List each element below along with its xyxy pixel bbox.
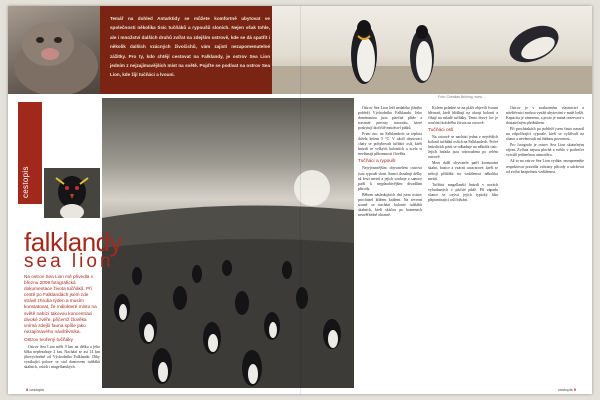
- article-title: falklandy: [24, 227, 123, 257]
- article-lead: Na ostrov Sea Lion mě přivedla v březnu 2009 fotografická dokumentace života tučňáků. Při cestě po Falklandách jsem zde strávil zhruba týden a musím konstatovat, že málokteré místo na světě nabízí takovou koncentraci divoké zvěře, přičemž člověka vnímá zdejší fauna spíše jako nezajímavého návštěvníka.: [24, 274, 97, 334]
- section-heading: Tučňáci a rypouši: [358, 159, 396, 165]
- paragraph: Ostrov Sea Lion leží nedaleko jižního pobřeží Východního Falklandu. Jeho dominantou jsou písečné pláže a travnaté porosty tussocku, které poskytují útočiště množství ptáků.: [358, 106, 422, 131]
- right-body-column-2: [428, 106, 498, 386]
- page-gutter: [300, 6, 301, 394]
- paragraph: Ostrov Sea Lion měří 9 km na délku a jeho šířka nepřesahuje 2 km. Nachází se asi 14 km jihovýchodně od Východního Falklandu. Díky vynikající poloze se stal domovem tučňáků skalních, oslích i magellanských.: [24, 345, 100, 370]
- paragraph: Nejvýraznějším obyvatelem ostrova jsou rypouši sloní. Samci dosahují délky až šesti metrů a jejich souboje o samice patří k nejpůsobivějším divadlům přírody.: [358, 166, 422, 191]
- left-folio: [26, 387, 44, 392]
- paragraph: Na ostrově se nachází jedna z největších kolonií tučňáků oslích na Falklandech. Počet hnízdících párů se odhaduje na několik tisíc. Jejich hnízda jsou roztroušena po celém ostrově.: [428, 135, 498, 160]
- paragraph: Až se na ostrov Sea Lion vydáte, nezapomeňte respektovat pravidla ochrany přírody a udržovat od zvířat bezpečnou vzdálenost.: [506, 159, 584, 174]
- paragraph: Mezi další obyvatele patří kormoráni skalní, husice a vzácní caracarové, kteří se nebojí přiblížit na vzdálenost několika metrů.: [428, 161, 498, 181]
- magazine-spread: [8, 6, 592, 394]
- right-body-column-3: [506, 106, 584, 386]
- rockhopper-penguin-photo: [44, 168, 100, 218]
- left-body-column: [24, 336, 100, 386]
- photo-credit: Foto: Christian Brüning, www. ...: [438, 95, 487, 99]
- section-heading: Tučňáci oslí: [428, 128, 454, 134]
- paragraph: Tučňáci magellanští hnízdí v norách vyhrabaných v písčité půdě. Při západu slunce se ozývá jejich typický hlas připomínající oslí hýkání.: [428, 182, 498, 202]
- right-folio-label: cestopis: [557, 387, 573, 392]
- article-subtitle: sea lion: [24, 251, 114, 272]
- paragraph: Během následujících dní jsem ostrov procházel křížem krážem. Na severní straně se nachází kolonie tučňáků skalních, kteří skáčou po kamenech neuvěřitelně obratně.: [358, 192, 422, 217]
- right-page-number: 9: [573, 387, 576, 392]
- penguin-colony-photo: [102, 98, 354, 388]
- paragraph: Při procházkách po pobřeží jsem často narazil na odpočívající rypouše, kteří se vyhřívali na slunci a nevěnovali mi žádnou pozornost.: [506, 127, 584, 142]
- section-tab-label: cestopis: [21, 166, 30, 198]
- right-body-column-1: [358, 106, 422, 386]
- section-heading: Ostrov tvořený tučňáky: [24, 338, 74, 343]
- elephant-seal-photo: [8, 6, 100, 94]
- paragraph: První noc na Falklandech se teplota držela kolem 5 °C. V okolí ubytovací chaty se pohybovali tučňáci oslí, kteří hnízdí ve velkých koloniích a zcela si nevšímají přítomnosti člověka.: [358, 132, 422, 157]
- paragraph: Pro fotografa je ostrov Sea Lion skutečným rájem. Zvířata nejsou plachá a světlo v podvečer vytváří jedinečnou atmosféru.: [506, 143, 584, 158]
- left-folio-label: cestopis: [29, 387, 45, 392]
- paragraph: Ostrov je v soukromém vlastnictví a návštěvníci mohou využít ubytování v malé lodži. Kapacita je omezena, a proto je nutná rezervace s dostatečným předstihem.: [506, 106, 584, 126]
- section-tab: [18, 102, 42, 204]
- paragraph: Kolem poledne se na pláži objevili lvouni hřívnatí, kteří hlídkují na okraji kolonií a číhají na mladé tučňáky. Tento dravý lov je součástí koloběhu života na ostrově.: [428, 106, 498, 126]
- right-folio: [558, 387, 576, 392]
- king-penguins-photo: [272, 6, 592, 94]
- intro-text: Temář na dohled Antarktidy se můžete komfortně ubytovat ve společnosti několika tisíc tučňáků a rypoušů sloních. Nejen však tohle, ale i množství dalších druhů zvířat na zdejším ostrově, kde se dá spatřit i několik dalších vzácných živočichů, vám zajistí nezapomenutelné zážitky. Pro ty, kdo chtějí cestovat na Falklandy, je ostrov Sea Lion jedním z nejzajímavějších míst na světě. Pojďte se podívat na ostrov Sea Lion, kde žijí tučňáci a lvouni.: [110, 16, 270, 78]
- left-page-number: 8: [26, 387, 29, 392]
